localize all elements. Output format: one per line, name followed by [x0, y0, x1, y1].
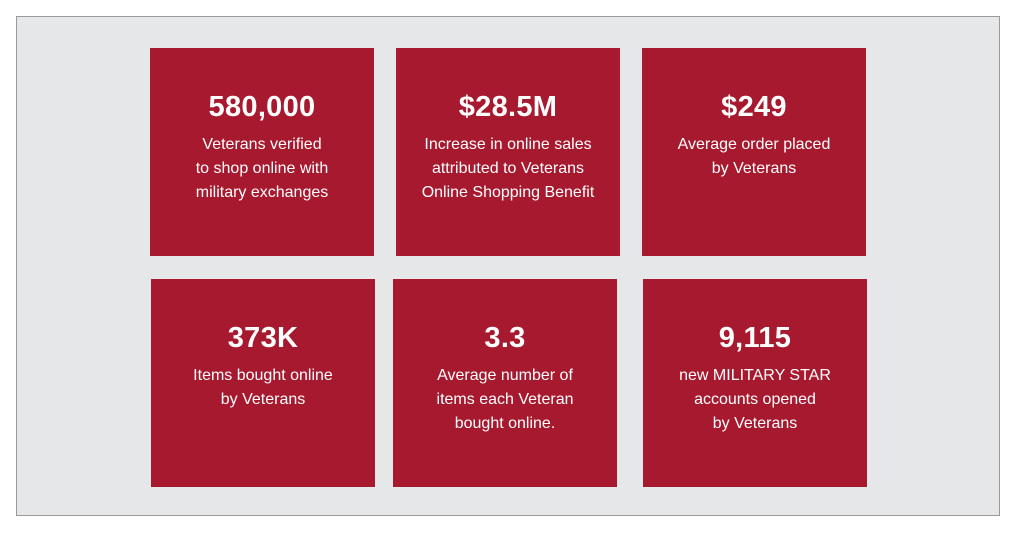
- stat-description-line: Online Shopping Benefit: [421, 184, 595, 201]
- stat-value: $249: [721, 91, 787, 123]
- stat-description-line: new MILITARY STAR: [679, 367, 831, 384]
- stat-description: [393, 364, 617, 436]
- stat-value: 3.3: [484, 322, 526, 354]
- stat-description-line: accounts opened: [694, 391, 816, 408]
- stat-description-line: Items bought online: [193, 367, 333, 384]
- stat-description-line: Veterans verified: [202, 136, 322, 153]
- stat-description: [150, 133, 374, 205]
- stat-tile-average-order: [642, 48, 866, 256]
- stat-description-line: by Veterans: [220, 391, 306, 408]
- stat-description-line: Average order placed: [677, 136, 831, 153]
- stat-description-line: to shop online with: [195, 160, 329, 177]
- stat-description: [396, 133, 620, 205]
- stats-panel: [16, 16, 1000, 516]
- stat-value: 373K: [227, 322, 299, 354]
- stat-description-line: bought online.: [454, 415, 556, 432]
- stat-description: [151, 364, 375, 412]
- stat-tile-veterans-verified: [150, 48, 374, 256]
- stat-value: $28.5M: [458, 91, 558, 123]
- stat-tile-average-items: [393, 279, 617, 487]
- stat-description: [643, 364, 867, 436]
- stat-tile-military-star-accounts: [643, 279, 867, 487]
- stat-description-line: by Veterans: [712, 415, 798, 432]
- stat-description-line: Increase in online sales: [424, 136, 592, 153]
- stat-description-line: by Veterans: [711, 160, 797, 177]
- stat-tile-items-bought: [151, 279, 375, 487]
- stat-description-line: attributed to Veterans: [431, 160, 585, 177]
- stat-description: [642, 133, 866, 181]
- stat-tile-online-sales-increase: [396, 48, 620, 256]
- stat-description-line: Average number of: [437, 367, 573, 384]
- stat-description-line: items each Veteran: [436, 391, 574, 408]
- stat-value: 9,115: [718, 322, 792, 354]
- stat-description-line: military exchanges: [195, 184, 329, 201]
- stat-value: 580,000: [208, 91, 316, 123]
